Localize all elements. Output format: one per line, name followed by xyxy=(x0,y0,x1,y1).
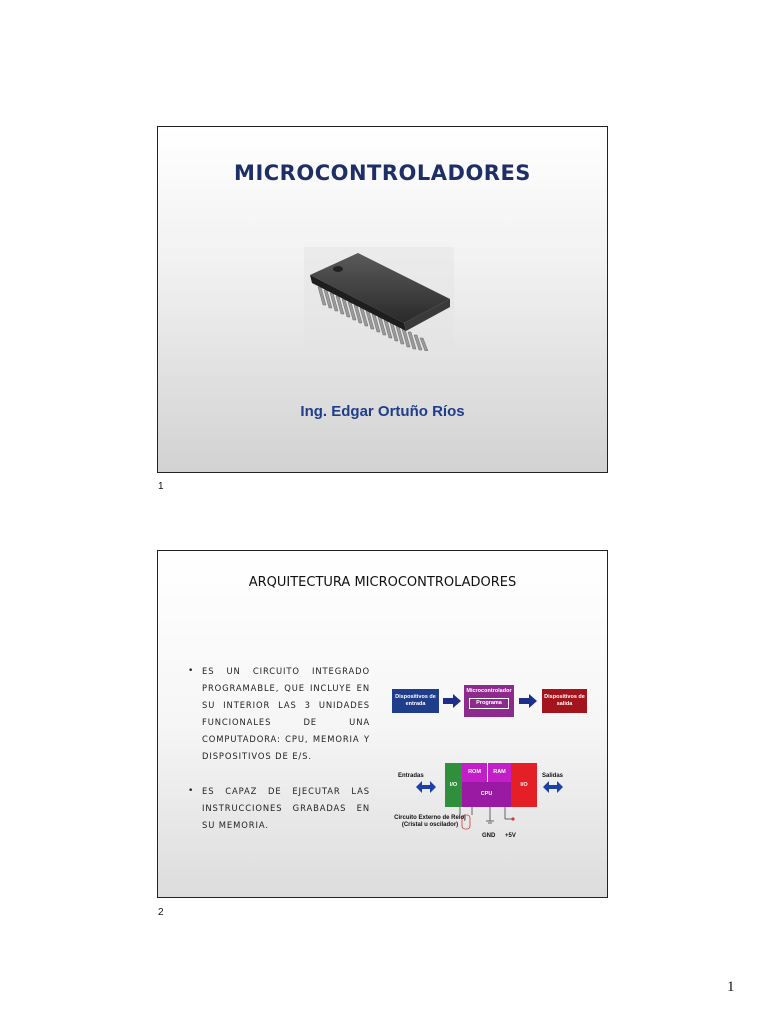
slide-title: ARQUITECTURA MICROCONTROLADORES xyxy=(248,575,517,590)
cpu-block xyxy=(462,782,511,807)
bullet-dot-icon: • xyxy=(188,666,195,676)
input-devices-box xyxy=(392,689,439,713)
arrow-right-icon xyxy=(443,694,461,708)
slide-number: 1 xyxy=(158,481,164,492)
gnd-label: GND xyxy=(482,833,496,839)
input-devices-label: Dispositivos de entrada xyxy=(395,694,436,707)
bullet-item xyxy=(186,663,370,765)
rom-label: ROM xyxy=(468,769,481,775)
microcontroller-chip-image xyxy=(304,247,454,351)
page-number: 1 xyxy=(727,979,735,995)
microcontroller-box xyxy=(464,685,514,717)
outputs-label: Salidas xyxy=(542,773,564,779)
microcontroller-label: Microcontrolador xyxy=(466,688,512,694)
io-left-label: I/O xyxy=(449,781,458,788)
double-arrow-icon xyxy=(543,781,563,793)
bullet-item xyxy=(186,783,370,834)
slide-number: 2 xyxy=(158,907,164,918)
rom-block xyxy=(462,763,488,782)
ram-label: RAM xyxy=(493,769,506,775)
io-right-label: I/O xyxy=(520,781,528,788)
output-devices-label: Dispositivos de salida xyxy=(544,694,585,707)
arrow-right-icon xyxy=(519,694,537,708)
cpu-label: CPU xyxy=(480,791,493,797)
vcc-label: +5V xyxy=(505,833,516,839)
bullet-dot-icon: • xyxy=(188,786,195,796)
double-arrow-icon xyxy=(416,781,436,793)
program-label: Programa xyxy=(469,698,509,709)
clock-circuit-label: Circuito Externo de Reloj (Cristal u oscilador) xyxy=(394,815,466,828)
io-right-block xyxy=(511,763,537,807)
bullet-text: ES CAPAZ DE EJECUTAR LAS INSTRUCCIONES GRABADAS EN SU MEMORIA. xyxy=(202,786,370,830)
block-diagram-bottom xyxy=(390,763,590,845)
io-left-block xyxy=(445,763,462,807)
block-diagram-top xyxy=(392,685,588,719)
inputs-label: Entradas xyxy=(398,773,424,779)
ram-block xyxy=(488,763,511,782)
slide-1 xyxy=(157,126,608,473)
slide-2 xyxy=(157,550,608,898)
output-devices-box xyxy=(542,689,587,713)
slide-title: MICROCONTROLADORES xyxy=(234,161,531,185)
bullet-list xyxy=(186,663,370,852)
bullet-text: ES UN CIRCUITO INTEGRADO PROGRAMABLE, QUE INCLUYE EN SU INTERIOR LAS 3 UNIDADES FUNCIONALES DE UNA COMPUTADORA: CPU, MEMORIA Y DISPOSITIVOS DE E/S. xyxy=(202,666,370,761)
author-name: Ing. Edgar Ortuño Ríos xyxy=(300,403,465,420)
